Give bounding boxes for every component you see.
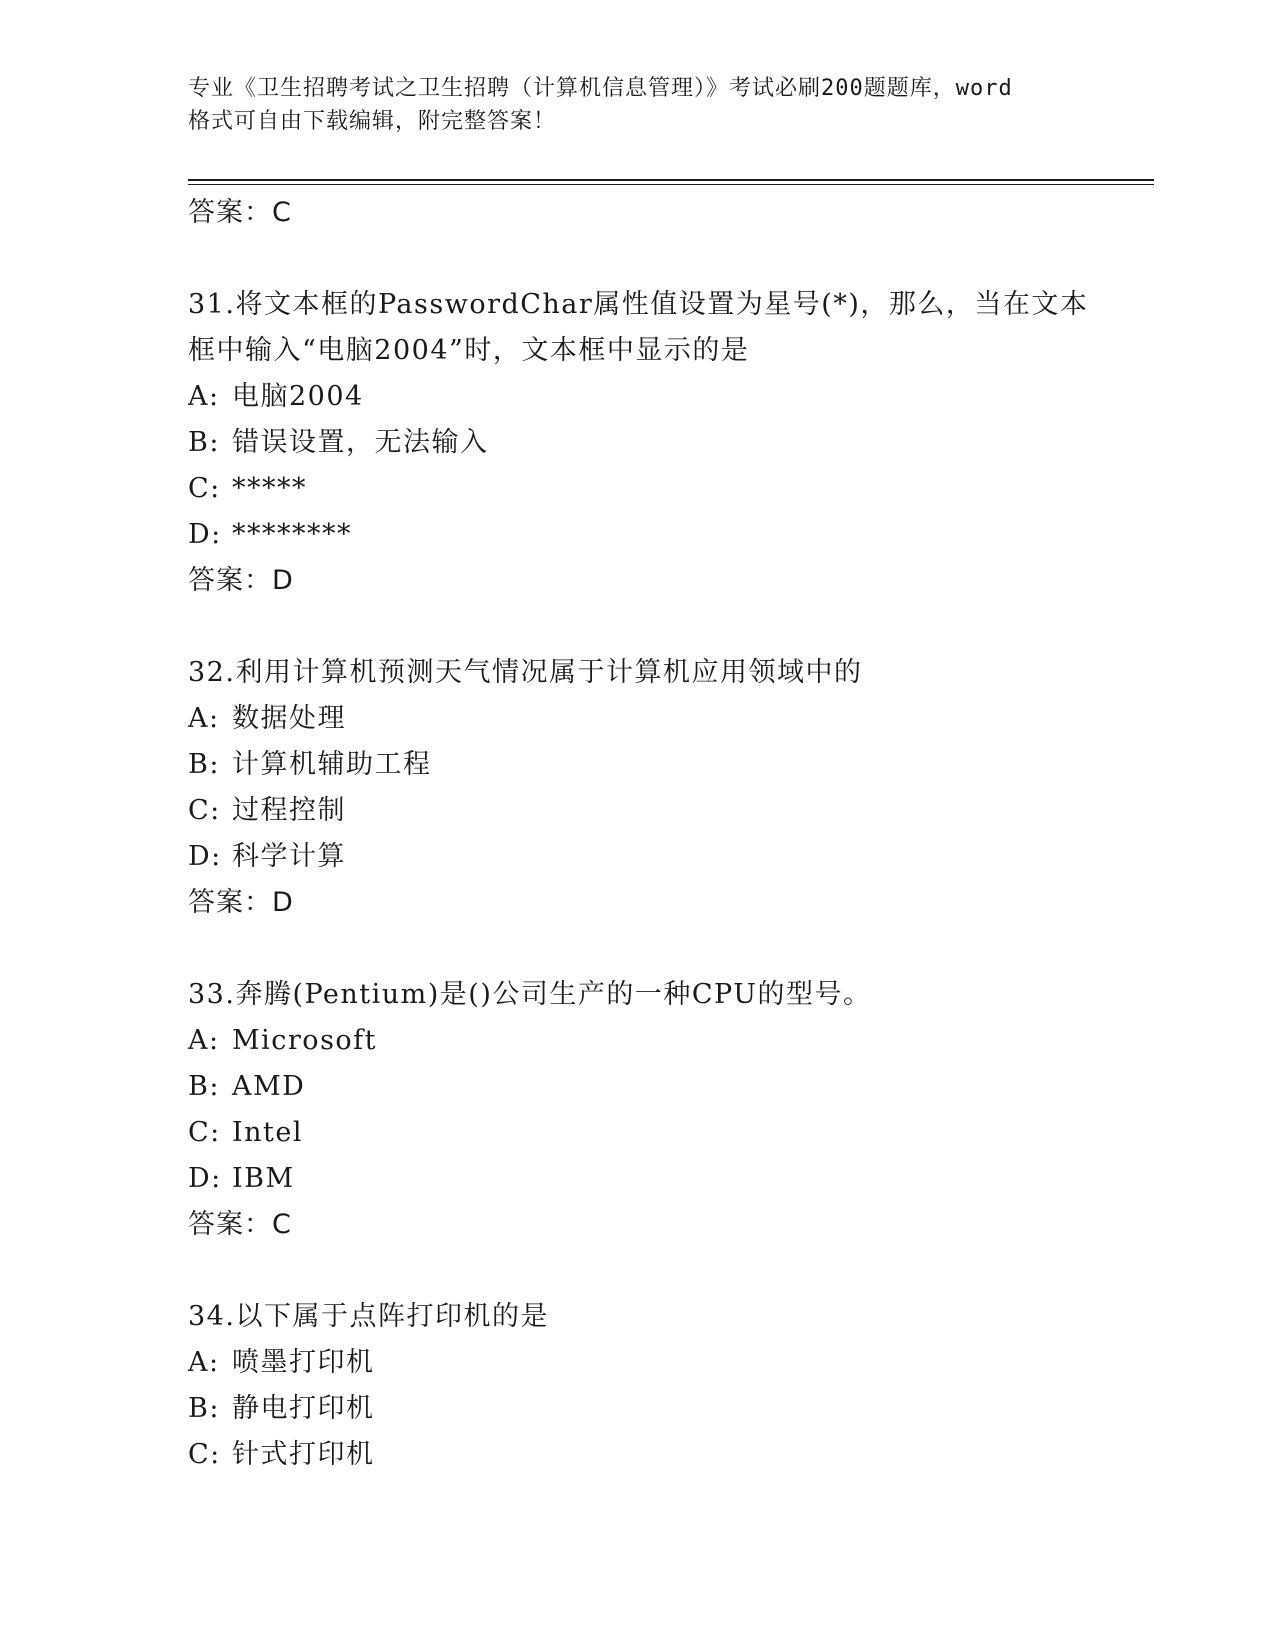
question-31-option-a — [188, 374, 1148, 420]
question-31-option-b — [188, 420, 1148, 466]
question-31-option-c — [188, 466, 1148, 512]
option-key: A: — [188, 703, 220, 734]
question-31-option-d — [188, 512, 1148, 558]
question-32-option-a — [188, 696, 1148, 742]
option-key: C: — [188, 473, 221, 504]
option-key: A: — [188, 1025, 220, 1056]
option-text: Microsoft — [232, 1025, 378, 1056]
spacer — [188, 236, 1148, 282]
question-32 — [188, 650, 1148, 926]
question-33-option-b — [188, 1064, 1148, 1110]
question-33-answer: 答案：C — [188, 1209, 292, 1240]
question-33 — [188, 972, 1148, 1248]
question-34-option-a — [188, 1340, 1148, 1386]
question-31 — [188, 282, 1148, 604]
question-33-option-d — [188, 1156, 1148, 1202]
option-text: 喷墨打印机 — [232, 1347, 375, 1378]
header-rule-thick — [188, 179, 1154, 181]
option-key: C: — [188, 1439, 221, 1470]
option-text: 错误设置，无法输入 — [232, 427, 489, 458]
question-33-option-c — [188, 1110, 1148, 1156]
option-key: B: — [188, 427, 220, 458]
question-list — [188, 190, 1148, 1478]
option-text: ***** — [232, 473, 307, 504]
question-32-text: 32.利用计算机预测天气情况属于计算机应用领域中的 — [188, 657, 863, 688]
option-key: C: — [188, 795, 221, 826]
question-34-option-c — [188, 1432, 1148, 1478]
question-33-option-a — [188, 1018, 1148, 1064]
option-key: A: — [188, 1347, 220, 1378]
question-31-text-line-2: 框中输入“电脑2004”时，文本框中显示的是 — [188, 335, 750, 366]
option-text: IBM — [232, 1163, 295, 1194]
option-key: B: — [188, 1393, 220, 1424]
option-text: 电脑2004 — [232, 381, 364, 412]
option-key: D: — [188, 1163, 222, 1194]
document-header — [188, 72, 1108, 138]
option-key: C: — [188, 1117, 221, 1148]
question-31-text-line-1: 31.将文本框的PasswordChar属性值设置为星号(*)，那么，当在文本 — [188, 289, 1089, 320]
option-text: AMD — [232, 1071, 306, 1102]
option-key: A: — [188, 381, 220, 412]
option-text: 静电打印机 — [232, 1393, 375, 1424]
option-text: Intel — [232, 1117, 304, 1148]
question-34-option-b — [188, 1386, 1148, 1432]
question-31-answer: 答案：D — [188, 565, 294, 596]
option-key: B: — [188, 749, 220, 780]
question-34 — [188, 1294, 1148, 1478]
option-text: 科学计算 — [232, 841, 346, 872]
spacer — [188, 926, 1148, 972]
option-text: 针式打印机 — [232, 1439, 375, 1470]
option-text: 计算机辅助工程 — [232, 749, 432, 780]
question-32-option-d — [188, 834, 1148, 880]
option-key: D: — [188, 519, 222, 550]
header-rule-thin — [188, 184, 1154, 185]
option-text: ******** — [232, 519, 352, 550]
question-32-answer: 答案：D — [188, 887, 294, 918]
previous-answer: 答案：C — [188, 197, 292, 228]
question-33-text: 33.奔腾(Pentium)是()公司生产的一种CPU的型号。 — [188, 979, 872, 1010]
spacer — [188, 1248, 1148, 1294]
option-key: B: — [188, 1071, 220, 1102]
option-key: D: — [188, 841, 222, 872]
header-title-line-2: 格式可自由下载编辑，附完整答案！ — [188, 109, 557, 134]
question-32-option-b — [188, 742, 1148, 788]
question-32-option-c — [188, 788, 1148, 834]
option-text: 过程控制 — [232, 795, 346, 826]
option-text: 数据处理 — [232, 703, 346, 734]
header-title-line-1: 专业《卫生招聘考试之卫生招聘（计算机信息管理）》考试必刷200题题库，word — [188, 76, 1013, 101]
spacer — [188, 604, 1148, 650]
question-34-text: 34.以下属于点阵打印机的是 — [188, 1301, 549, 1332]
